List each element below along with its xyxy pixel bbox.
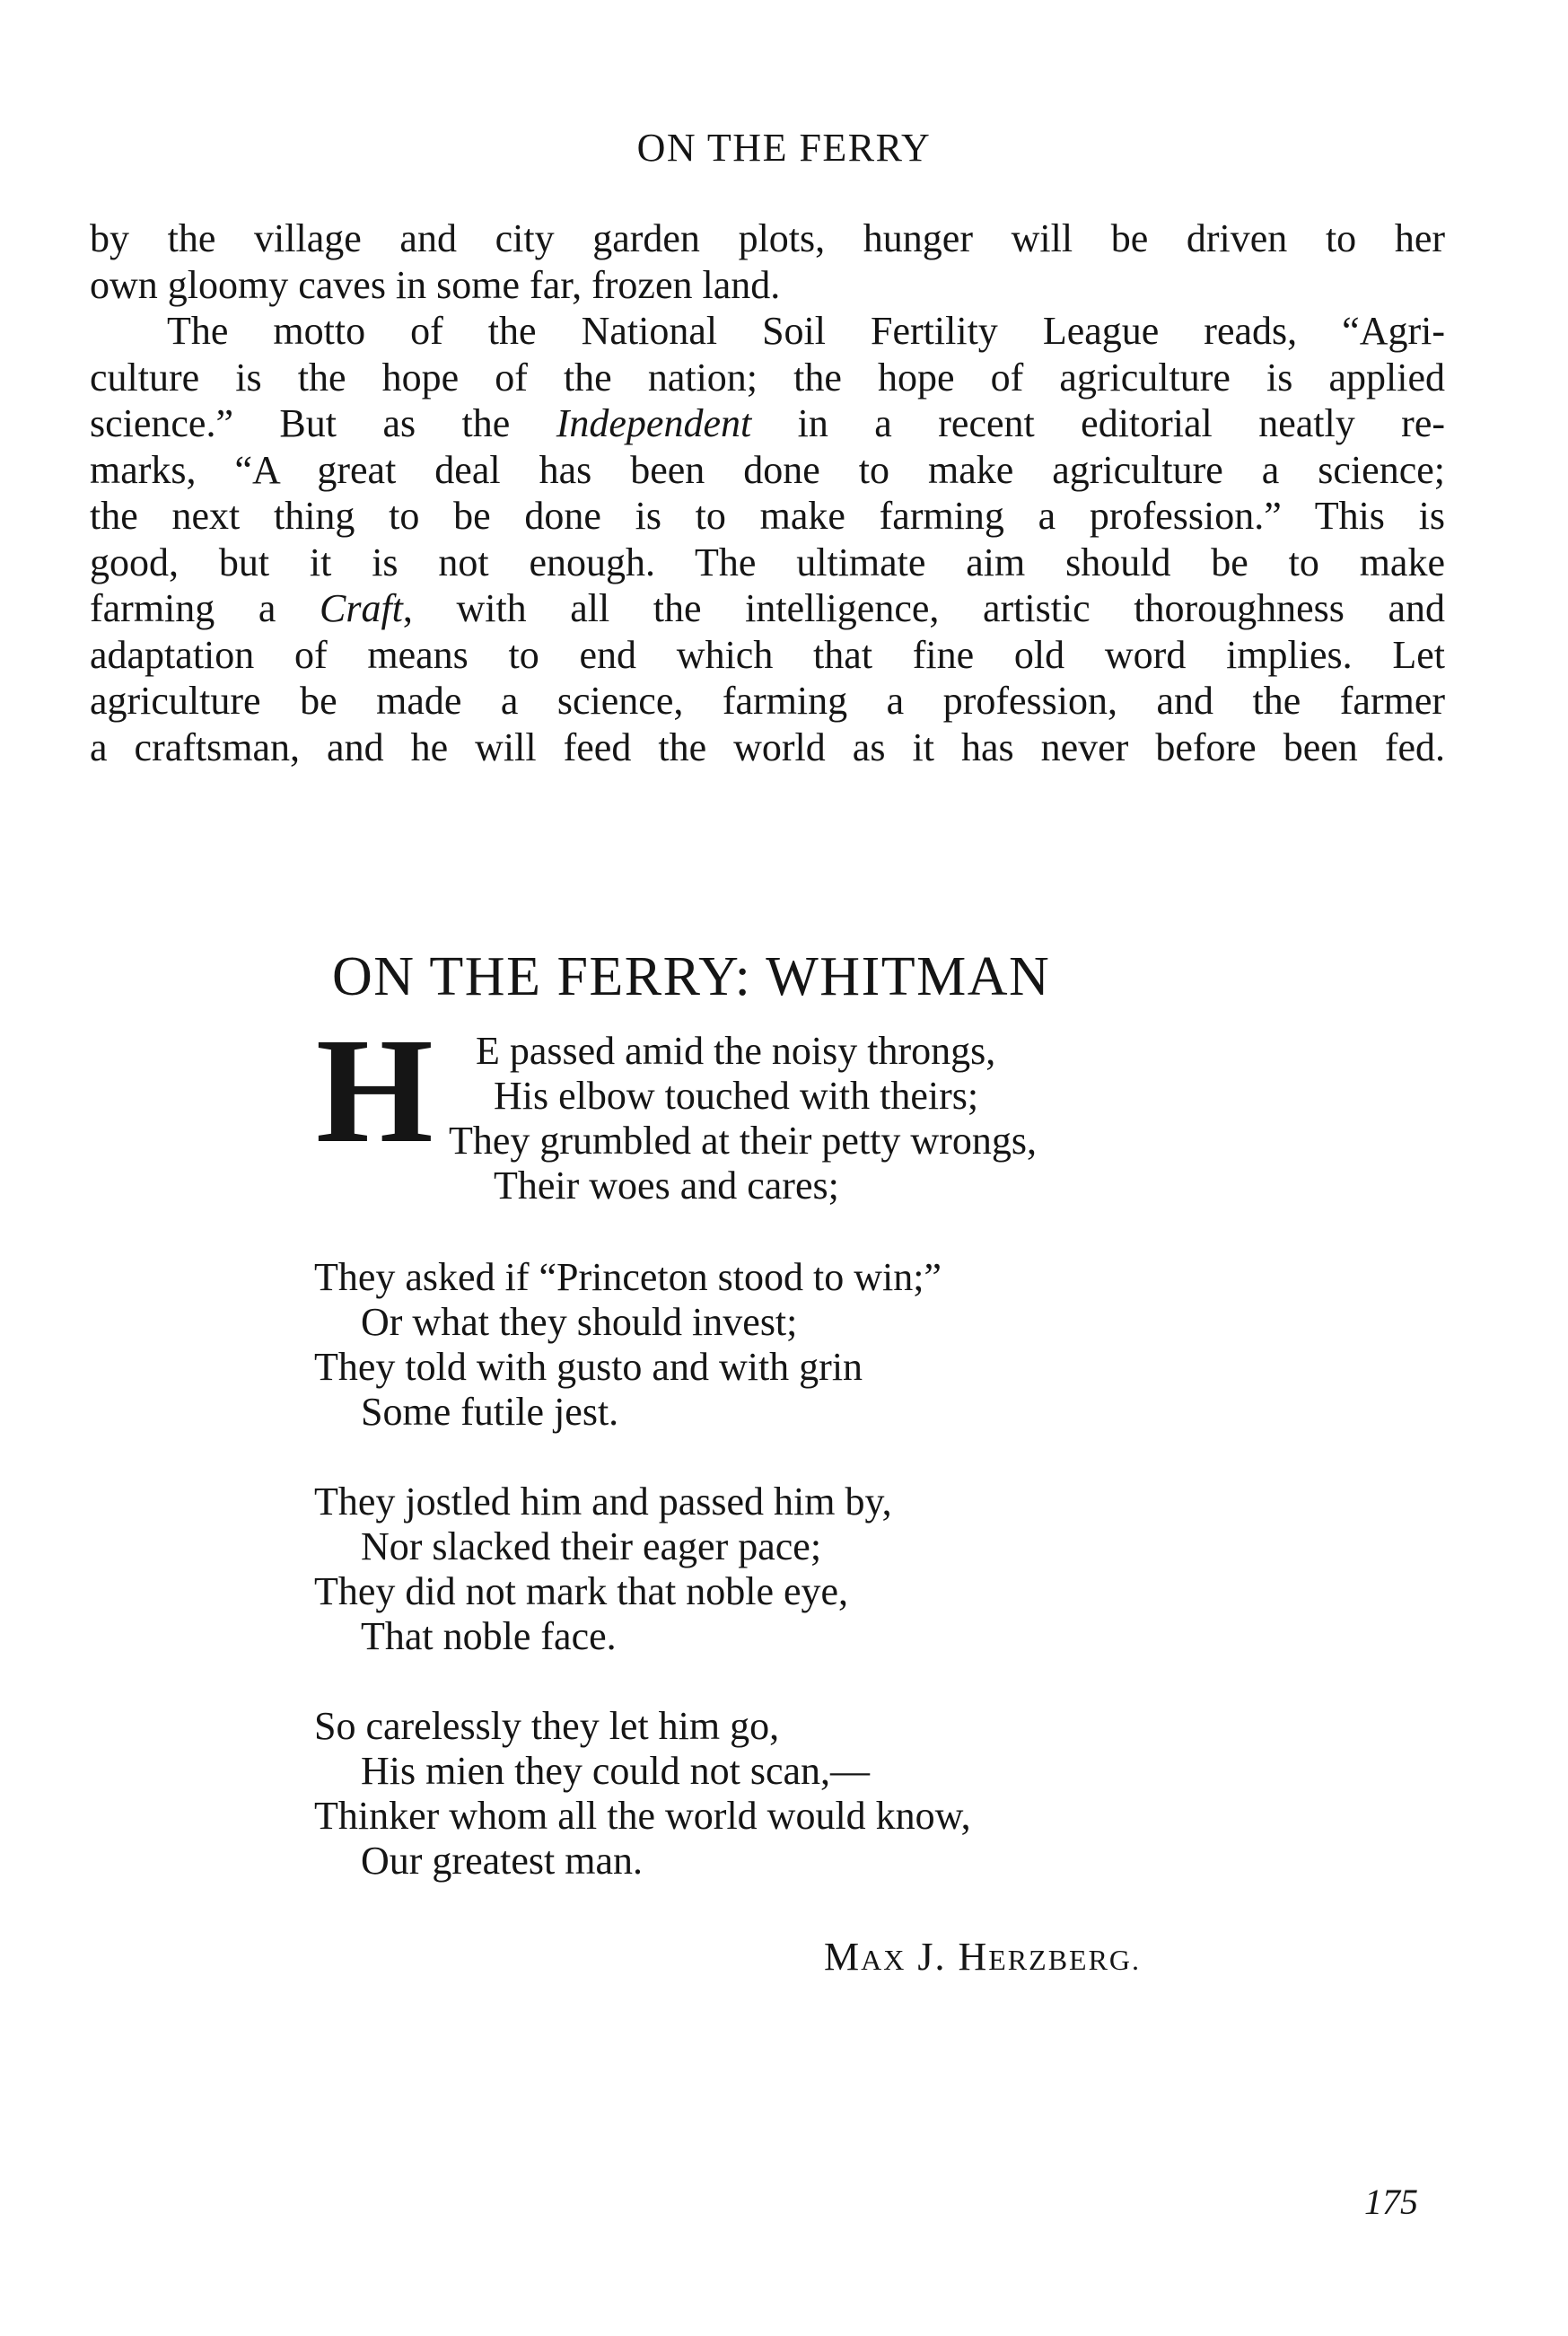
stanza-4 — [314, 1704, 971, 1884]
stanza-2 — [314, 1255, 942, 1435]
author-smallcaps: AX — [861, 1944, 907, 1976]
text-run: , with all the intelligence, artistic thoroughness and — [402, 586, 1446, 630]
poem-line: Or what they should invest; — [361, 1300, 798, 1344]
drop-cap: H — [316, 1007, 434, 1174]
prose-line — [90, 585, 1445, 632]
running-head: ON THE FERRY — [636, 126, 932, 170]
poem-line: So carelessly they let him go, — [314, 1704, 780, 1748]
stanza-3 — [314, 1480, 892, 1659]
italic-title-independent: Independent — [556, 401, 752, 445]
poem-line: That noble face. — [361, 1614, 617, 1658]
prose-block — [90, 215, 1445, 770]
text-run: in a recent editorial neatly re- — [751, 401, 1445, 445]
poem-line: His mien they could not scan,— — [361, 1749, 871, 1793]
prose-line: good, but it is not enough. The ultimate aim should be to make — [90, 540, 1445, 584]
author-signature — [824, 1930, 1141, 1987]
poem-line: They grumbled at their petty wrongs, — [449, 1119, 1037, 1163]
prose-line: agriculture be made a science, farming a profession, and the farmer — [90, 679, 1445, 723]
author-initial: H — [958, 1935, 989, 1979]
poem-line: They jostled him and passed him by, — [314, 1480, 892, 1524]
poem-line: His elbow touched with theirs; — [494, 1074, 979, 1118]
prose-line — [90, 400, 1445, 447]
author-initial: M — [824, 1935, 862, 1979]
poem-line: E passed amid the noisy throngs, — [476, 1029, 996, 1073]
poem-title: ON THE FERRY: WHITMAN — [332, 946, 1051, 1007]
text-run: farming a — [90, 586, 320, 630]
text-run: science.” But as the — [90, 401, 556, 445]
poem-line: They told with gusto and with grin — [314, 1345, 863, 1389]
author-smallcaps: ERZBERG. — [988, 1944, 1142, 1976]
poem-line: Nor slacked their eager pace; — [361, 1524, 822, 1568]
poem-line: Thinker whom all the world would know, — [314, 1794, 971, 1838]
poem-line: Their woes and cares; — [494, 1164, 839, 1208]
italic-word-craft: Craft — [319, 586, 403, 630]
prose-line: the next thing to be done is to make farming a profession.” This is — [90, 494, 1445, 538]
page-number: 175 — [1364, 2182, 1418, 2222]
prose-line: own gloomy caves in some far, frozen land. — [90, 262, 781, 307]
prose-line: The motto of the National Soil Fertility League reads, “Agri- — [167, 309, 1445, 353]
author-middle: J. — [917, 1935, 947, 1979]
prose-line: by the village and city garden plots, hunger will be driven to her — [90, 216, 1445, 260]
stanza-1 — [314, 1029, 1037, 1208]
poem-line: They did not mark that noble eye, — [314, 1569, 849, 1613]
poem-line: They asked if “Princeton stood to win;” — [314, 1255, 942, 1299]
poem-line: Our greatest man. — [361, 1839, 643, 1883]
prose-line: adaptation of means to end which that fine old word implies. Let — [90, 632, 1445, 677]
prose-line: a craftsman, and he will feed the world as it has never before been fed. — [90, 725, 1445, 769]
prose-line: marks, “A great deal has been done to make agriculture a science; — [90, 447, 1445, 492]
prose-line: culture is the hope of the nation; the hope of agriculture is applied — [90, 355, 1445, 400]
poem-line: Some futile jest. — [361, 1390, 619, 1434]
